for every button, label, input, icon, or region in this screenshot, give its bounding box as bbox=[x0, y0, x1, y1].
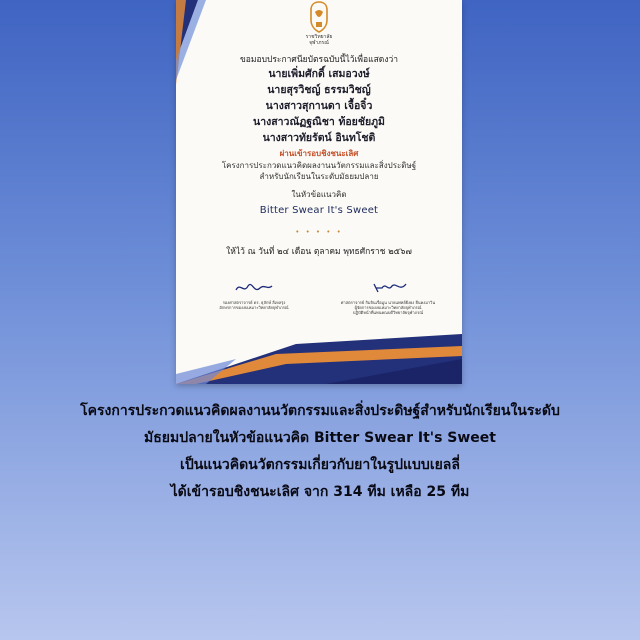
signer-left-title: รองศาสตราจารย์ ดร. ธุลักษ์ ลีเหลรุ่ง อักษรการของงบเหมาะวิทยาลัยจุฬาภรณ์ bbox=[219, 300, 289, 310]
signer-right-title: ศาสตราจารย์ กิมจินเรื่อมูน นายแพทย์ยิ่งยง ยืนคงมาวิน ผู้จัดการของงบเหมาะวิทยาลัยจุฬาภรณ์ ปฏิบัติหน้าที่แทนคณบดีวิทยาลัยจุฬาภรณ์ bbox=[340, 300, 436, 315]
topic-label: ในหัวข้อแนวคิด bbox=[291, 190, 347, 199]
project-name bbox=[176, 160, 462, 182]
corner-ornament-bottom-right bbox=[176, 304, 462, 384]
certificate-intro: ขอมอบประกาศนียบัตรฉบับนี้ไว้เพื่อแสดงว่า bbox=[239, 55, 399, 65]
recipient-name: นางสาวทัยรัตน์ อินทโชติ bbox=[262, 132, 376, 144]
emblem-caption: ราชวิทยาลัย จุฬาภรณ์ bbox=[305, 34, 333, 46]
caption-line: เป็นแนวคิดนวัตกรรมเกี่ยวกับยาในรูปแบบเยลลี่ bbox=[180, 457, 460, 473]
recipient-name: นางสาวสุกานดา เจื้อจิ๋ว bbox=[265, 100, 373, 112]
recipient-names bbox=[176, 66, 462, 146]
project-line: สำหรับนักเรียนในระดับมัธยมปลาย bbox=[259, 172, 379, 181]
caption-line: มัธยมปลายในหัวข้อแนวคิด Bitter Swear It's Sweet bbox=[144, 430, 496, 446]
ornament-dots: • • • • • bbox=[295, 228, 343, 236]
recipient-name: นายเพิ่มศักดิ์ เสมอวงษ์ bbox=[268, 68, 370, 80]
certificate-photo bbox=[176, 0, 462, 384]
signature-left bbox=[234, 280, 274, 296]
caption-line: โครงการประกวดแนวคิดผลงานนวัตกรรมและสิ่งประดิษฐ์สำหรับนักเรียนในระดับ bbox=[80, 403, 560, 419]
issue-date: ให้ไว้ ณ วันที่ ๒๔ เดือน ตุลาคม พุทธศักราช ๒๕๖๗ bbox=[226, 247, 412, 257]
college-emblem-icon bbox=[302, 0, 336, 36]
recipient-name: นายสุรวิชญ์ ธรรมวิชญ์ bbox=[267, 84, 371, 96]
award-status: ผ่านเข้ารอบชิงชนะเลิศ bbox=[279, 149, 359, 158]
signature-right bbox=[372, 280, 408, 296]
project-line: โครงการประกวดแนวคิดผลงานนวัตกรรมและสิ่งประดิษฐ์ bbox=[221, 161, 417, 170]
certificate bbox=[176, 0, 462, 384]
caption-text bbox=[0, 398, 640, 506]
recipient-name: นางสาวณัฏฐณิชา ท้อยชัยภูมิ bbox=[253, 116, 385, 128]
topic-title: Bitter Swear It's Sweet bbox=[259, 205, 379, 216]
caption-line: ได้เข้ารอบชิงชนะเลิศ จาก 314 ทีม เหลือ 25 ทีม bbox=[170, 484, 470, 500]
